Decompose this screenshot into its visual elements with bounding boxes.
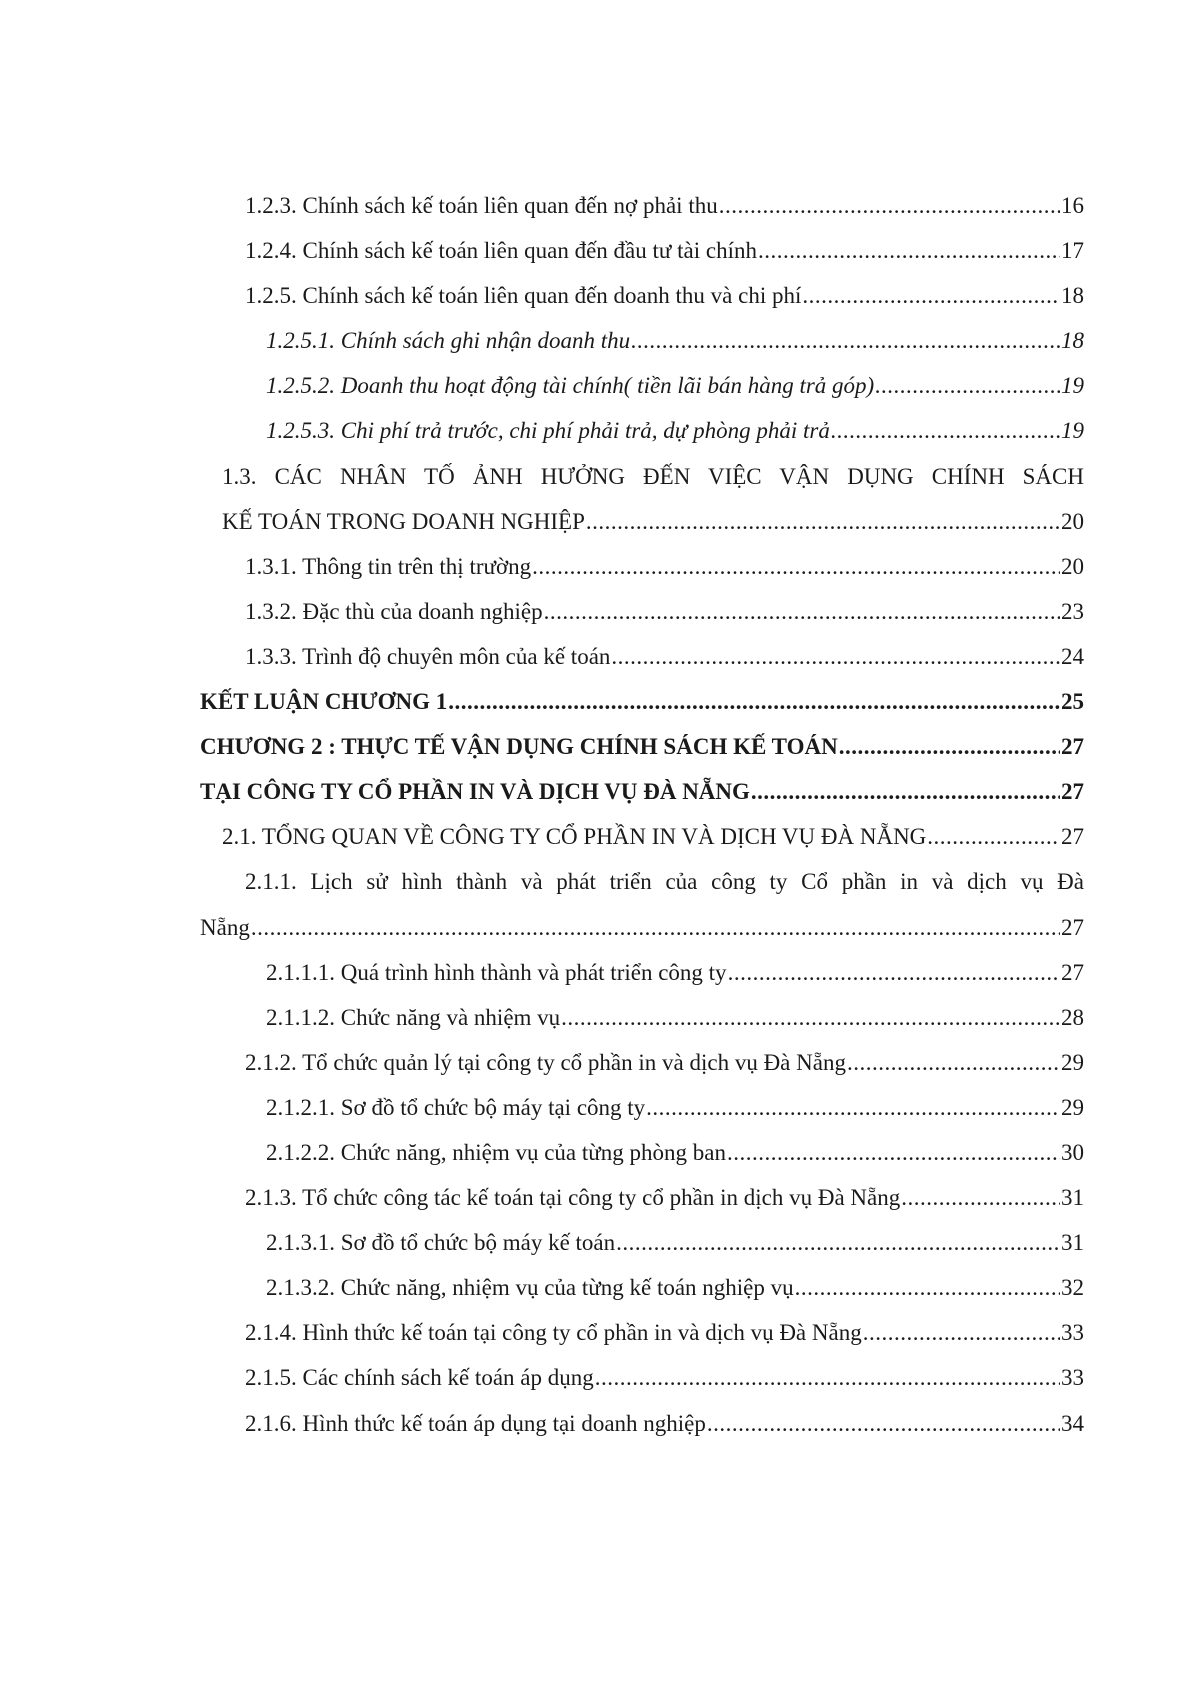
dot-leader	[561, 1005, 1060, 1031]
toc-page-number: 32	[1061, 1275, 1084, 1301]
dot-leader	[751, 779, 1060, 805]
dot-leader	[719, 193, 1060, 219]
toc-entry-1-3-2[interactable]	[200, 599, 1084, 644]
dot-leader	[532, 554, 1060, 580]
toc-entry-title: 1.2.5.3. Chi phí trả trước, chi phí phải trả, dự phòng phải trả	[266, 418, 830, 444]
dot-leader	[707, 1411, 1060, 1437]
toc-entry-title: 2.1.5. Các chính sách kế toán áp dụng	[245, 1365, 594, 1391]
dot-leader	[863, 1320, 1060, 1346]
toc-page-number: 20	[1061, 553, 1084, 579]
toc-page-number: 27	[1061, 959, 1084, 985]
toc-entry-2-1-2[interactable]	[200, 1050, 1084, 1095]
toc-entry-title: 1.2.3. Chính sách kế toán liên quan đến nợ phải thu	[245, 193, 718, 218]
toc-entry-title: 1.2.5. Chính sách kế toán liên quan đến doanh thu và chi phí	[245, 283, 802, 309]
toc-page-number: 19	[1061, 373, 1084, 399]
toc-entry-2-1-2-1[interactable]	[200, 1095, 1084, 1140]
dot-leader	[448, 689, 1060, 715]
toc-entry-title: 2.1.1.2. Chức năng và nhiệm vụ	[266, 1004, 561, 1030]
toc-page-number: 31	[1061, 1185, 1084, 1211]
toc-page-number: 17	[1061, 238, 1084, 264]
toc-entry-2-1[interactable]	[200, 824, 1084, 869]
toc-entry-title: 1.2.5.2. Doanh thu hoạt động tài chính( tiền lãi bán hàng trả góp)	[266, 373, 875, 399]
dot-leader	[728, 960, 1060, 986]
toc-entry-title: KẾT LUẬN CHƯƠNG 1	[200, 689, 448, 715]
toc-entry-1-2-5-1[interactable]	[200, 328, 1084, 373]
toc-page-number: 27	[1061, 779, 1084, 805]
toc-page-number: 34	[1061, 1410, 1084, 1436]
toc-entry-chuong-2[interactable]	[200, 734, 1084, 779]
dot-leader	[927, 824, 1060, 850]
toc-entry-title: 1.2.4. Chính sách kế toán liên quan đến đầu tư tài chính	[245, 238, 757, 264]
toc-entry-1-3-3[interactable]	[200, 644, 1084, 689]
toc-entry-2-1-1[interactable]	[200, 915, 1084, 960]
toc-page-number: 18	[1061, 283, 1084, 309]
dot-leader	[839, 734, 1060, 760]
toc-page-number: 29	[1061, 1094, 1084, 1120]
toc-entry-1-2-3[interactable]	[200, 193, 1084, 238]
toc-entry-title: 2.1. TỔNG QUAN VỀ CÔNG TY CỔ PHẦN IN VÀ DỊCH VỤ ĐÀ NẴNG	[222, 824, 927, 850]
dot-leader	[901, 1185, 1060, 1211]
toc-page-number: 27	[1061, 734, 1084, 760]
toc-entry-title: KẾ TOÁN TRONG DOANH NGHIỆP	[222, 508, 585, 534]
dot-leader	[544, 599, 1060, 625]
toc-page-number: 27	[1061, 914, 1084, 940]
toc-page-number: 33	[1061, 1365, 1084, 1391]
toc-entry-1-2-5-3[interactable]	[200, 418, 1084, 463]
toc-entry-2-1-2-2[interactable]	[200, 1140, 1084, 1185]
toc-entry-2-1-5[interactable]	[200, 1365, 1084, 1410]
toc-entry-title: TẠI CÔNG TY CỔ PHẦN IN VÀ DỊCH VỤ ĐÀ NẴNG	[200, 779, 750, 805]
dot-leader	[727, 1140, 1060, 1166]
dot-leader	[616, 1230, 1060, 1256]
dot-leader	[586, 509, 1060, 535]
dot-leader	[611, 644, 1060, 670]
dot-leader	[251, 915, 1060, 941]
toc-entry-title: 2.1.3.1. Sơ đồ tổ chức bộ máy kế toán	[266, 1230, 616, 1256]
dot-leader	[875, 373, 1060, 399]
toc-entry-title: 2.1.6. Hình thức kế toán áp dụng tại doanh nghiệp	[245, 1410, 706, 1436]
toc-entry-2-1-3-2[interactable]	[200, 1275, 1084, 1320]
toc-page-number: 27	[1061, 824, 1084, 850]
dot-leader	[831, 418, 1060, 444]
table-of-contents	[200, 193, 1084, 1456]
toc-entry-title: 2.1.2. Tổ chức quản lý tại công ty cổ phần in và dịch vụ Đà Nẵng	[245, 1049, 846, 1075]
toc-entry-title: CHƯƠNG 2 : THỰC TẾ VẬN DỤNG CHÍNH SÁCH KẾ TOÁN	[200, 734, 838, 760]
dot-leader	[646, 1095, 1060, 1121]
toc-entry-title: 1.3.2. Đặc thù của doanh nghiệp	[245, 598, 543, 624]
toc-entry-title: 2.1.3. Tổ chức công tác kế toán tại công ty cổ phần in dịch vụ Đà Nẵng	[245, 1185, 901, 1211]
toc-entry-2-1-1-line1[interactable]: 2.1.1. Lịch sử hình thành và phát triển của công ty Cổ phần in và dịch vụ Đà	[245, 869, 1084, 895]
toc-page-number: 31	[1061, 1230, 1084, 1256]
toc-entry-1-3-1[interactable]	[200, 554, 1084, 599]
toc-entry-2-1-4[interactable]	[200, 1320, 1084, 1365]
toc-entry-title: Nẵng	[200, 914, 250, 940]
toc-page-number: 20	[1061, 508, 1084, 534]
toc-page-number: 25	[1061, 689, 1084, 715]
dot-leader	[758, 238, 1060, 264]
toc-entry-2-1-3[interactable]	[200, 1185, 1084, 1230]
toc-entry-title: 1.3.1. Thông tin trên thị trường	[245, 553, 532, 579]
toc-entry-title: 2.1.2.1. Sơ đồ tổ chức bộ máy tại công ty	[266, 1094, 646, 1120]
toc-entry-chuong-2-subtitle[interactable]	[200, 779, 1084, 824]
dot-leader	[847, 1050, 1060, 1076]
dot-leader	[802, 283, 1060, 309]
toc-page-number: 23	[1061, 598, 1084, 624]
toc-page-number: 18	[1061, 328, 1084, 354]
toc-page-number: 29	[1061, 1049, 1084, 1075]
toc-entry-1-3-line1[interactable]: 1.3. CÁC NHÂN TỐ ẢNH HƯỞNG ĐẾN VIỆC VẬN DỤNG CHÍNH SÁCH	[222, 463, 1084, 489]
toc-entry-2-1-1-2[interactable]	[200, 1005, 1084, 1050]
toc-entry-2-1-1-1[interactable]	[200, 960, 1084, 1005]
toc-entry-title: 1.2.5.1. Chính sách ghi nhận doanh thu	[266, 328, 631, 354]
toc-page-number: 19	[1061, 418, 1084, 444]
toc-entry-1-2-5-2[interactable]	[200, 373, 1084, 418]
toc-entry-1-2-5[interactable]	[200, 283, 1084, 328]
toc-entry-title: 1.3.3. Trình độ chuyên môn của kế toán	[245, 643, 611, 669]
toc-entry-2-1-3-1[interactable]	[200, 1230, 1084, 1275]
toc-page-number: 28	[1061, 1004, 1084, 1030]
toc-entry-title: 2.1.3.2. Chức năng, nhiệm vụ của từng kế toán nghiệp vụ	[266, 1275, 794, 1301]
toc-entry-1-3[interactable]	[200, 509, 1084, 554]
toc-page-number: 24	[1061, 643, 1084, 669]
dot-leader	[595, 1365, 1060, 1391]
toc-entry-title: 2.1.1.1. Quá trình hình thành và phát triển công ty	[266, 959, 727, 985]
toc-page-number: 16	[1061, 193, 1084, 218]
dot-leader	[631, 328, 1060, 354]
toc-page-number: 33	[1061, 1320, 1084, 1346]
toc-entry-ket-luan-chuong-1[interactable]	[200, 689, 1084, 734]
dot-leader	[795, 1275, 1060, 1301]
toc-entry-2-1-6[interactable]	[200, 1411, 1084, 1456]
toc-entry-title: 2.1.2.2. Chức năng, nhiệm vụ của từng phòng ban	[266, 1139, 726, 1165]
toc-page-number: 30	[1061, 1139, 1084, 1165]
toc-entry-1-2-4[interactable]	[200, 238, 1084, 283]
toc-entry-title: 2.1.4. Hình thức kế toán tại công ty cổ phần in và dịch vụ Đà Nẵng	[245, 1320, 862, 1346]
